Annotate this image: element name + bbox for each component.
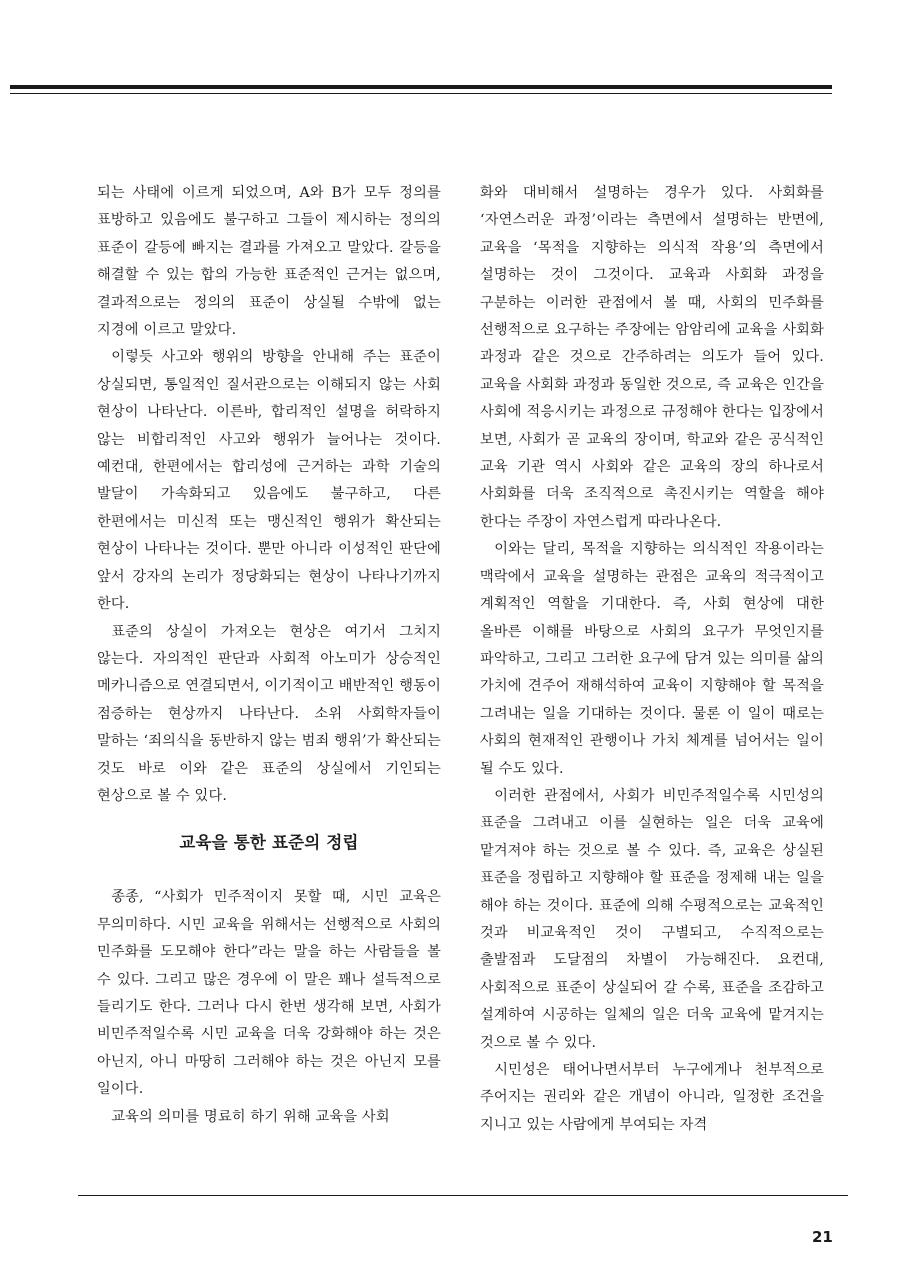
- paragraph: 표준의 상실이 가져오는 현상은 여기서 그치지 않는다. 자의적인 판단과 사회적 아노미가 상승적인 메카니즘으로 연결되면서, 이기적이고 배반적인 행동이 점증하는 현상까지 나타난다. 소위 사회학자들이 말하는 ‘죄의식을 동반하지 않는 범죄 행위’가 확산되는 것도 바로 이와 같은 표준의 상실에서 기인되는 현상으로 볼 수 있다.: [97, 623, 441, 804]
- paragraph: 되는 사태에 이르게 되었으며, A와 B가 모두 정의를 표방하고 있음에도 불구하고 그들이 제시하는 정의의 표준이 갈등에 빠지는 결과를 가져오고 말았다. 갈등을 해결할 수 있는 합의 가능한 표준적인 근거는 없으며, 결과적으로는 정의의 표준이 상실될 수밖에 없는 지경에 이르고 말았다.: [97, 185, 441, 339]
- paragraph: 교육의 의미를 명료히 하기 위해 교육을 사회: [111, 1108, 390, 1125]
- paragraph: 종종, “사회가 민주적이지 못할 때, 시민 교육은 무의미하다. 시민 교육을 위해서는 선행적으로 사회의 민주화를 도모해야 한다”라는 말을 하는 사람들을 볼 수 있다. 그리고 많은 경우에 이 말은 꽤나 설득적으로 들리기도 한다. 그러나 다시 한번 생각해 보면, 사회가 비민주적일수록 시민 교육을 더욱 강화해야 하는 것은 아닌지, 아니 마땅히 그러해야 하는 것은 아닌지 모를 일이다.: [97, 889, 442, 1098]
- left-column: [97, 180, 441, 1131]
- paragraph: 이러한 관점에서, 사회가 비민주적일수록 시민성의 표준을 그려내고 이를 실현하는 일은 더욱 교육에 맡겨져야 하는 것으로 볼 수 있다. 즉, 교육은 상실된 표준을 정립하고 지향해야 할 표준을 정제해 내는 일을 해야 하는 것이다. 표준에 의해 수평적으로는 교육적인 것과 비교육적인 것이 구별되고, 수직적으로는 출발점과 도달점의 차별이 가능해진다. 요컨대, 사회적으로 표준이 상실되어 갈 수록, 표준을 조감하고 설계하여 시공하는 일체의 일은 더욱 교육에 맡겨지는 것으로 볼 수 있다.: [480, 787, 824, 1051]
- footer-rule: [78, 1195, 848, 1196]
- paragraph: 이와는 달리, 목적을 지향하는 의식적인 작용이라는 맥락에서 교육을 설명하는 관점은 교육의 적극적이고 계획적인 역할을 기대한다. 즉, 사회 현상에 대한 올바른 이해를 바탕으로 사회의 요구가 무엇인지를 파악하고, 그리고 그러한 요구에 담겨 있는 의미를 삶의 가치에 견주어 재해석하여 교육이 지향해야 할 목적을 그려내는 일을 기대하는 것이다. 물론 이 일이 때로는 사회의 현재적인 관행이나 가치 체계를 넘어서는 일이 될 수도 있다.: [480, 541, 824, 777]
- paragraph: 화와 대비해서 설명하는 경우가 있다. 사회화를 ‘자연스러운 과정’이라는 측면에서 설명하는 반면에, 교육을 ‘목적을 지향하는 의식적 작용’의 측면에서 설명하는 것이 그것이다. 교육과 사회화 과정을 구분하는 이러한 관점에서 볼 때, 사회의 민주화를 선행적으로 요구하는 주장에는 암암리에 교육을 사회화 과정과 같은 것으로 간주하려는 의도가 들어 있다. 교육을 사회화 과정과 동일한 것으로, 즉 교육은 인간을 사회에 적응시키는 과정으로 규정해야 한다는 입장에서 보면, 사회가 곧 교육의 장이며, 학교와 같은 공식적인 교육 기관 역시 사회와 같은 교육의 장의 하나로서 사회화를 더욱 조직적으로 촉진시키는 역할을 해야 한다는 주장이 자연스럽게 따라나온다.: [480, 185, 824, 530]
- paragraph: 시민성은 태어나면서부터 누구에게나 천부적으로 주어지는 권리와 같은 개념이 아니라, 일정한 조건을 지니고 있는 사람에게 부여되는 자격: [480, 1062, 824, 1133]
- paragraph: 이렇듯 사고와 행위의 방향을 안내해 주는 표준이 상실되면, 통일적인 질서관으로는 이해되지 않는 사회 현상이 나타난다. 이른바, 합리적인 설명을 허락하지 않는 비합리적인 사고와 행위가 늘어나는 것이다. 예컨대, 한편에서는 합리성에 근거하는 과학 기술의 발달이 가속화되고 있음에도 불구하고, 다른 한편에서는 미신적 또는 맹신적인 행위가 확산되는 현상이 나타나는 것이다. 뿐만 아니라 이성적인 판단에 앞서 강자의 논리가 정당화되는 현상이 나타나기까지 한다.: [97, 349, 441, 613]
- right-column: [480, 180, 824, 1139]
- page-number: 21: [812, 1228, 833, 1246]
- section-heading: 교육을 통한 표준의 정립: [179, 833, 359, 853]
- header-rule-thick: [10, 85, 832, 89]
- header-rule-thin: [10, 93, 832, 94]
